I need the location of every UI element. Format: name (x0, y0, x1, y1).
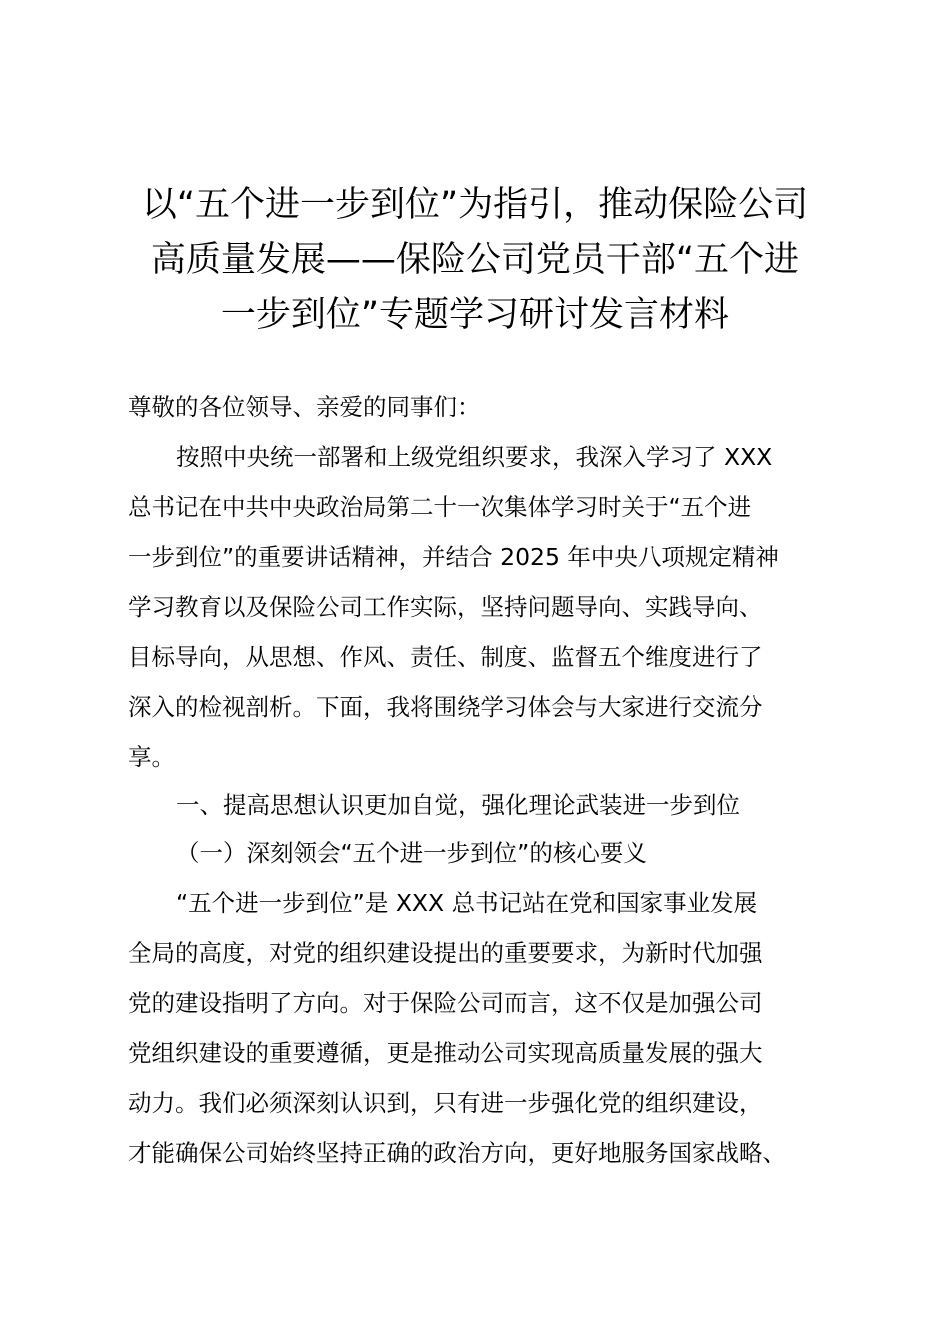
paragraph-line: 党的建设指明了方向。对于保险公司而言，这不仅是加强公司 (128, 989, 763, 1017)
paragraph-line: 学习教育以及保险公司工作实际，坚持问题导向、实践导向、 (128, 593, 763, 621)
title-line: 高质量发展——保险公司党员干部“五个进 (150, 240, 800, 280)
paragraph-line: 党组织建设的重要遵循，更是推动公司实现高质量发展的强大 (128, 1039, 763, 1067)
paragraph-line: 目标导向，从思想、作风、责任、制度、监督五个维度进行了 (128, 643, 763, 671)
salutation: 尊敬的各位领导、亲爱的同事们： (128, 393, 481, 421)
section-heading: 一、提高思想认识更加自觉，强化理论武装进一步到位 (176, 791, 740, 819)
paragraph-line: 按照中央统一部署和上级党组织要求，我深入学习了 XXX (176, 443, 773, 471)
paragraph-line: 才能确保公司始终坚持正确的政治方向，更好地服务国家战略、 (128, 1139, 786, 1167)
paragraph-line: “五个进一步到位”是 XXX 总书记站在党和国家事业发展 (176, 889, 758, 917)
title-line: 一步到位”专题学习研讨发言材料 (220, 295, 730, 335)
title-line: 以“五个进一步到位”为指引，推动保险公司 (141, 185, 809, 225)
document-body (128, 382, 838, 1178)
paragraph-line: 动力。我们必须深刻认识到，只有进一步强化党的组织建设， (128, 1089, 763, 1117)
paragraph-line: 享。 (128, 743, 175, 771)
paragraph-core-meaning (128, 878, 838, 1178)
document-title (110, 178, 840, 343)
paragraph-line: 全局的高度，对党的组织建设提出的重要要求，为新时代加强 (128, 939, 763, 967)
subsection-heading: （一）深刻领会“五个进一步到位”的核心要义 (176, 839, 647, 867)
paragraph-line: 深入的检视剖析。下面，我将围绕学习体会与大家进行交流分 (128, 693, 763, 721)
paragraph-intro (128, 432, 838, 782)
paragraph-line: 一步到位”的重要讲话精神，并结合 2025 年中央八项规定精神 (128, 543, 779, 571)
paragraph-line: 总书记在中共中央政治局第二十一次集体学习时关于“五个进 (128, 493, 752, 521)
